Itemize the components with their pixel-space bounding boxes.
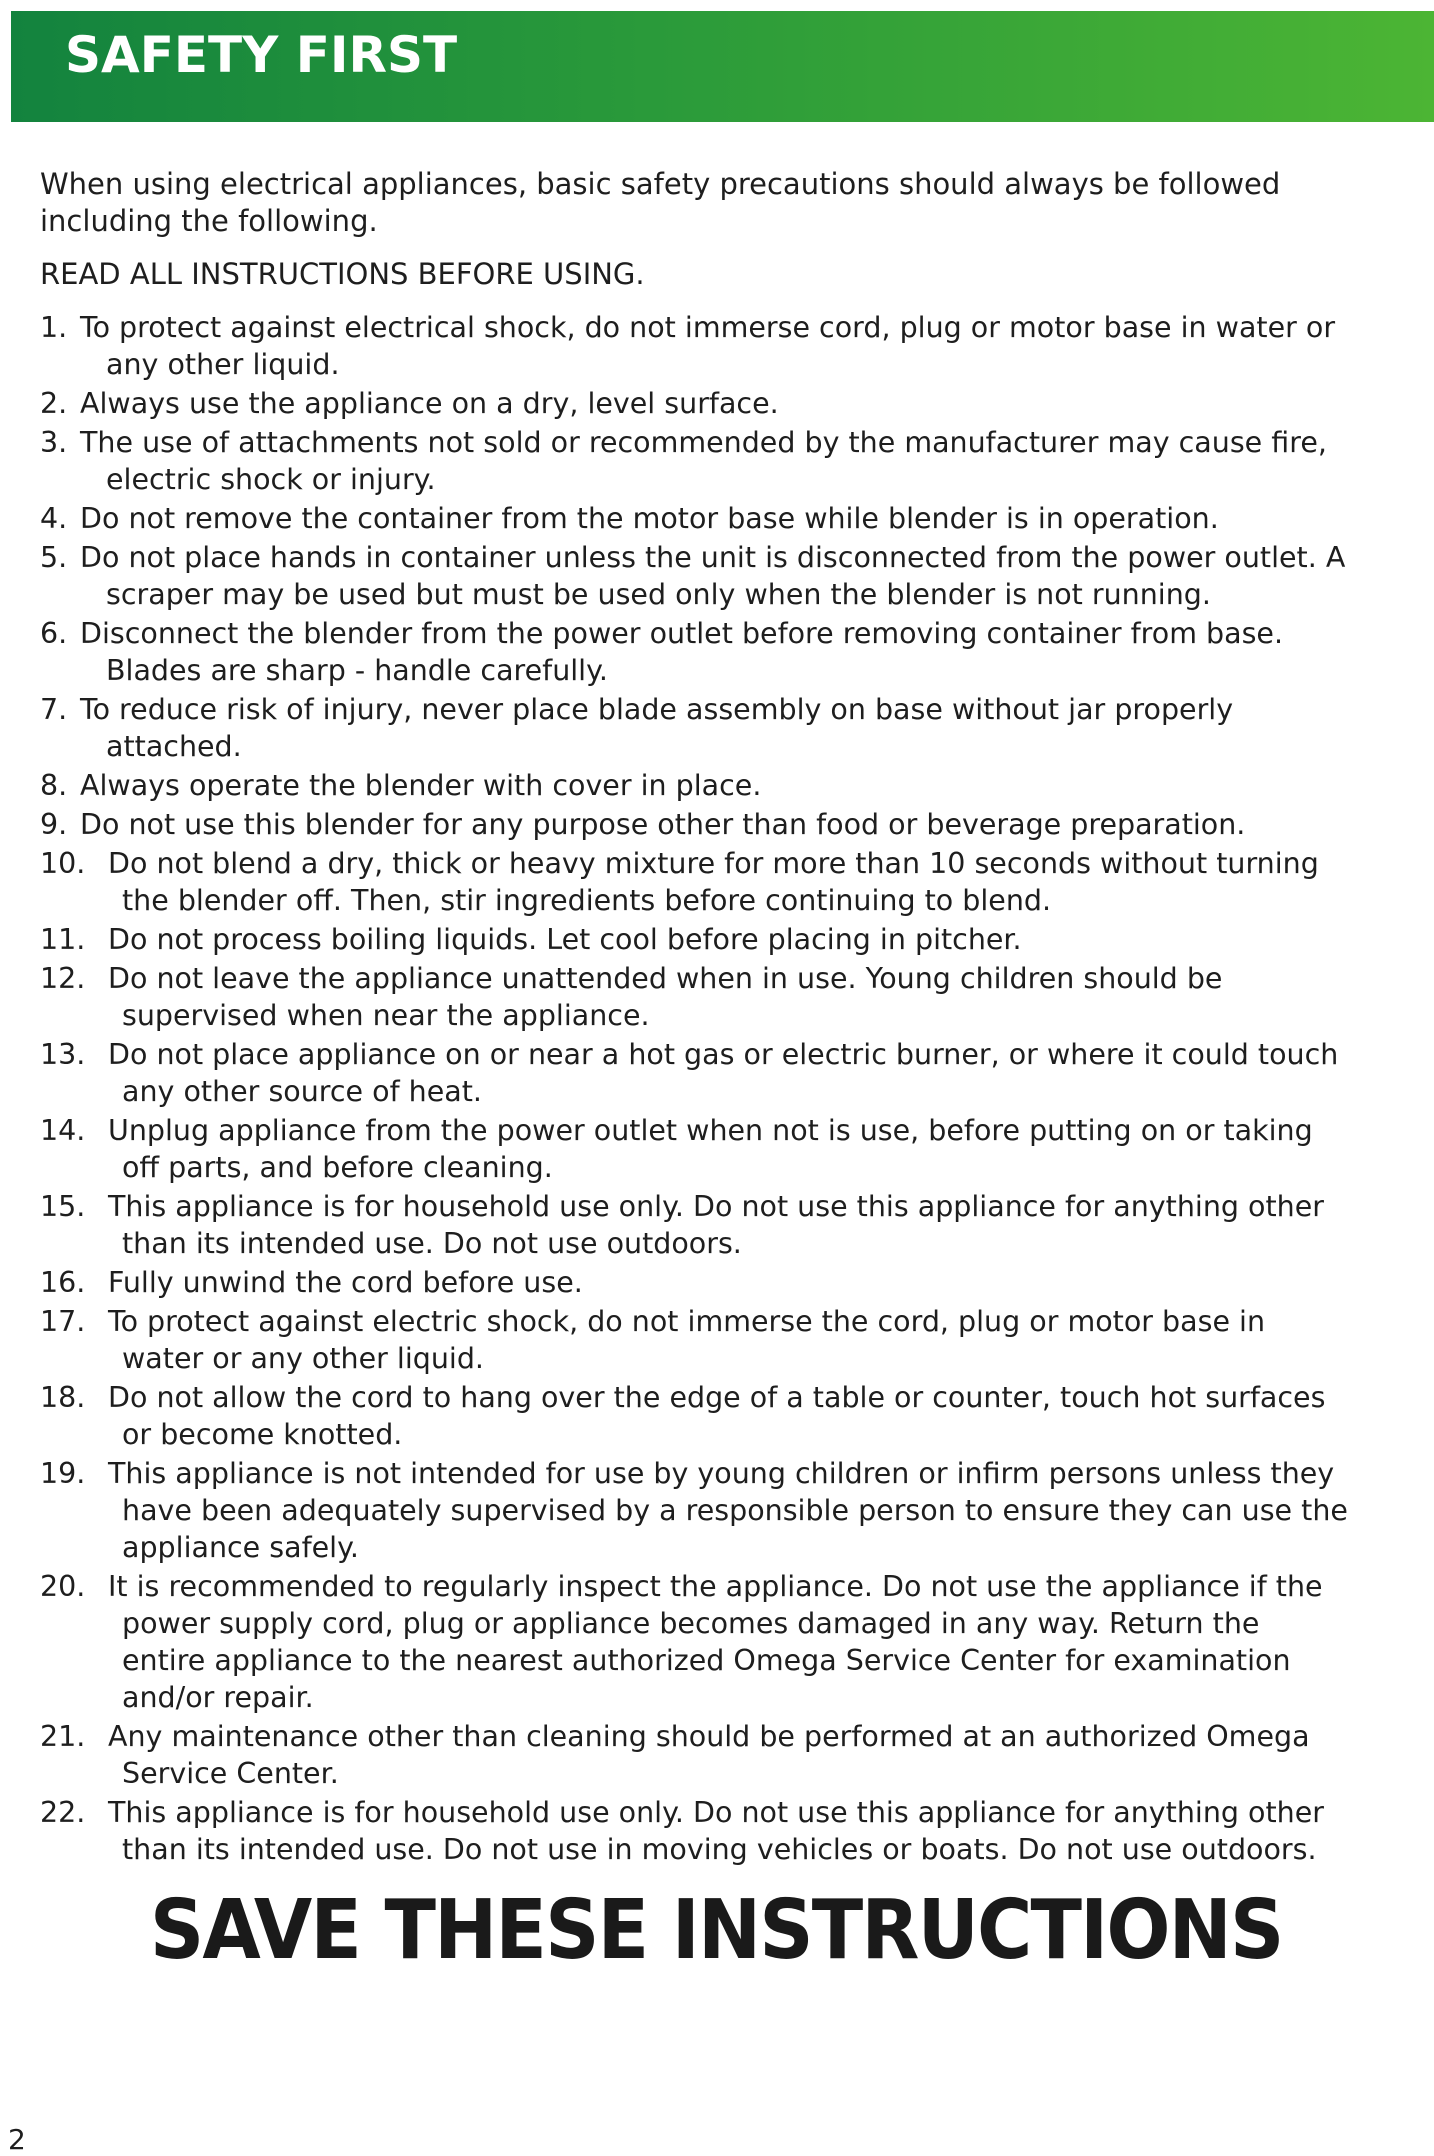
- safety-rule: [40, 1303, 1350, 1377]
- rule-number: 2.: [40, 387, 68, 420]
- rule-number: 9.: [40, 808, 68, 841]
- rule-number: 16.: [40, 1266, 86, 1299]
- rule-text: Do not blend a dry, thick or heavy mixture for more than 10 seconds without turning the blender off. Then, stir ingredients before continuing to blend.: [108, 847, 1319, 917]
- safety-rule: [40, 845, 1350, 919]
- rule-number: 10.: [40, 847, 86, 880]
- rule-number: 15.: [40, 1190, 86, 1223]
- safety-rule: [40, 1036, 1350, 1110]
- safety-rule: [40, 767, 1350, 804]
- safety-rule: [40, 960, 1350, 1034]
- save-instructions-heading: SAVE THESE INSTRUCTIONS: [149, 1883, 1283, 1978]
- page-title: SAFETY FIRST: [65, 26, 458, 84]
- rule-text: Unplug appliance from the power outlet when not is use, before putting on or taking off parts, and before cleaning.: [108, 1114, 1313, 1184]
- rule-text: Any maintenance other than cleaning should be performed at an authorized Omega Service Center.: [108, 1720, 1310, 1790]
- safety-rule: [40, 1379, 1350, 1453]
- rule-number: 3.: [40, 426, 68, 459]
- rule-text: To protect against electric shock, do not immerse the cord, plug or motor base in water or any other liquid.: [108, 1305, 1266, 1375]
- rule-text: Do not use this blender for any purpose other than food or beverage preparation.: [80, 808, 1246, 841]
- safety-rule: [40, 539, 1350, 613]
- page-number: 2: [8, 2123, 26, 2156]
- rule-text: Always operate the blender with cover in place.: [80, 769, 762, 802]
- rule-number: 14.: [40, 1114, 86, 1147]
- rule-number: 13.: [40, 1038, 86, 1071]
- rule-text: Disconnect the blender from the power outlet before removing container from base. Blades are sharp - handle carefully.: [80, 617, 1284, 687]
- rule-number: 4.: [40, 502, 68, 535]
- rule-number: 6.: [40, 617, 68, 650]
- safety-rule: [40, 1568, 1350, 1716]
- safety-rule: [40, 615, 1350, 689]
- rule-text: To protect against electrical shock, do not immerse cord, plug or motor base in water or any other liquid.: [80, 311, 1336, 381]
- rule-number: 19.: [40, 1457, 86, 1490]
- rule-text: Do not place appliance on or near a hot gas or electric burner, or where it could touch any other source of heat.: [108, 1038, 1339, 1108]
- rule-text: This appliance is for household use only. Do not use this appliance for anything other than its intended use. Do not use outdoors.: [108, 1190, 1324, 1260]
- rule-number: 22.: [40, 1796, 86, 1829]
- rule-number: 21.: [40, 1720, 86, 1753]
- rule-text: Do not leave the appliance unattended when in use. Young children should be supervised when near the appliance.: [108, 962, 1223, 1032]
- rule-text: Fully unwind the cord before use.: [108, 1266, 583, 1299]
- safety-rule: [40, 1188, 1350, 1262]
- safety-rule: [40, 424, 1350, 498]
- rule-number: 7.: [40, 693, 68, 726]
- rule-text: Do not process boiling liquids. Let cool before placing in pitcher.: [108, 923, 1022, 956]
- rule-text: Always use the appliance on a dry, level surface.: [80, 387, 779, 420]
- safety-rules-list: [40, 309, 1350, 1868]
- safety-rule: [40, 1794, 1350, 1868]
- rule-number: 18.: [40, 1381, 86, 1414]
- rule-number: 5.: [40, 541, 68, 574]
- safety-rule: [40, 1264, 1350, 1301]
- rule-number: 12.: [40, 962, 86, 995]
- rule-text: Do not allow the cord to hang over the edge of a table or counter, touch hot surfaces or become knotted.: [108, 1381, 1326, 1451]
- rule-number: 11.: [40, 923, 86, 956]
- rule-text: Do not remove the container from the motor base while blender is in operation.: [80, 502, 1219, 535]
- safety-rule: [40, 1112, 1350, 1186]
- rule-number: 17.: [40, 1305, 86, 1338]
- rule-text: Do not place hands in container unless the unit is disconnected from the power outlet. A scraper may be used but must be used only when the blender is not running.: [80, 541, 1346, 611]
- safety-rule: [40, 691, 1350, 765]
- safety-rule: [40, 385, 1350, 422]
- safety-rule: [40, 309, 1350, 383]
- intro-paragraph: When using electrical appliances, basic safety precautions should always be followed including the following.: [40, 167, 1281, 238]
- safety-rule: [40, 500, 1350, 537]
- rule-text: This appliance is for household use only. Do not use this appliance for anything other than its intended use. Do not use in moving vehicles or boats. Do not use outdoors.: [108, 1796, 1324, 1866]
- safety-rule: [40, 921, 1350, 958]
- safety-content: [40, 166, 1350, 1870]
- rule-number: 8.: [40, 769, 68, 802]
- safety-rule: [40, 1455, 1350, 1566]
- rule-text: This appliance is not intended for use by young children or infirm persons unless they have been adequately supervised by a responsible person to ensure they can use the appliance safely.: [108, 1457, 1348, 1564]
- rule-number: 1.: [40, 311, 68, 344]
- safety-rule: [40, 1718, 1350, 1792]
- rule-text: To reduce risk of injury, never place blade assembly on base without jar properly attached.: [80, 693, 1234, 763]
- rule-number: 20.: [40, 1570, 86, 1603]
- rule-text: The use of attachments not sold or recommended by the manufacturer may cause fire, electric shock or injury.: [80, 426, 1327, 496]
- read-all-notice: READ ALL INSTRUCTIONS BEFORE USING.: [40, 257, 645, 291]
- safety-rule: [40, 806, 1350, 843]
- rule-text: It is recommended to regularly inspect the appliance. Do not use the appliance if the power supply cord, plug or appliance becomes damaged in any way. Return the entire appliance to the nearest authorized Omega Service Center for examination and/or repair.: [108, 1570, 1323, 1714]
